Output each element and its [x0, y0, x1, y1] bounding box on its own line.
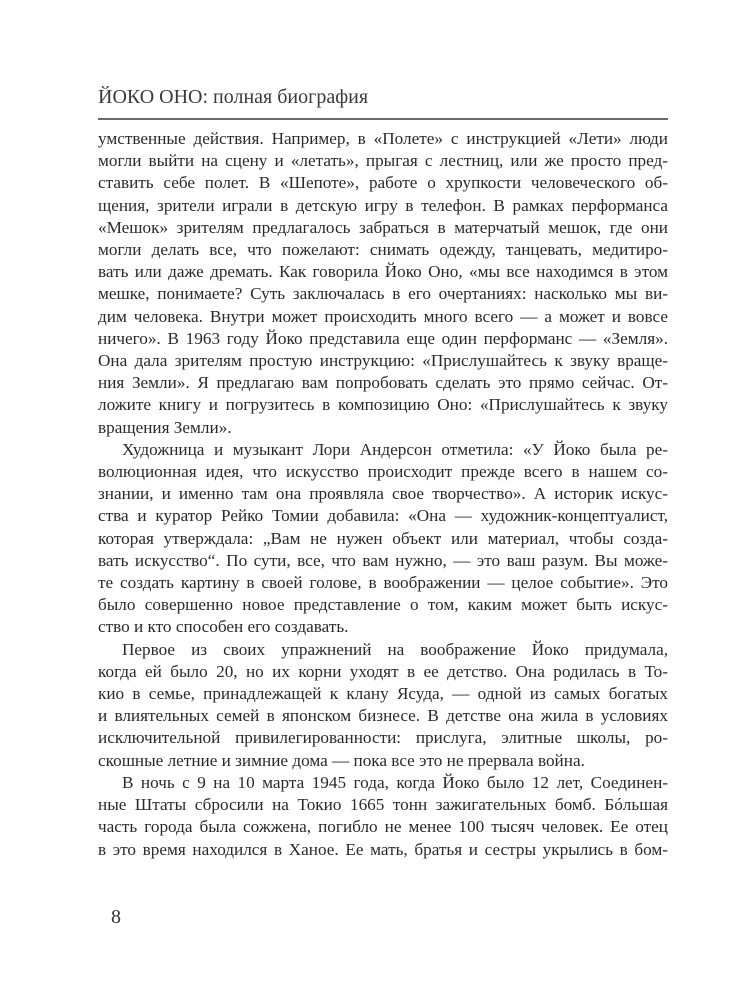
text-line: В ночь с 9 на 10 марта 1945 года, когда Йоко было 12 лет, Соединен-	[122, 772, 668, 792]
text-line: умственные действия. Например, в «Полете» с инструкцией «Лети» люди	[98, 129, 668, 148]
text-line: Первое из своих упражнений на воображение Йоко придумала,	[122, 639, 668, 659]
text-line: знании, и именно там она проявляла свое творчество». А историк искус-	[98, 484, 668, 504]
text-line: скошные летние и зимние дома — пока все это не прервала война.	[98, 750, 585, 770]
text-line: волюционная идея, что искусство происходит прежде всего в нашем со-	[98, 462, 668, 482]
text-line: ложите книгу и погрузитесь в композицию Оно: «Прислушайтесь к звуку	[98, 395, 668, 415]
text-line: дим человека. Внутри может происходить много всего — а может и вовсе	[98, 306, 668, 326]
paragraph	[98, 439, 668, 639]
text-line: ства и куратор Рейко Томии добавила: «Она — художник-концептуалист,	[98, 506, 668, 526]
text-line: вращения Земли».	[98, 417, 232, 437]
text-line: щения, зрители играли в детскую игру в телефон. В рамках перформанса	[98, 195, 668, 215]
header-divider	[98, 118, 668, 120]
text-line: вать или даже дремать. Как говорила Йоко Оно, «мы все находимся в этом	[98, 262, 668, 282]
text-line: и влиятельных семей в японском бизнесе. В детстве она жила в условиях	[98, 706, 668, 726]
running-header: ЙОКО ОНО: полная биография	[98, 86, 369, 108]
text-line: кио в семье, принадлежащей к клану Ясуда, — одной из самых богатых	[98, 684, 668, 704]
page-number: 8	[111, 906, 121, 928]
paragraph	[98, 128, 668, 439]
text-line: ставить себе полет. В «Шепоте», работе о хрупкости человеческого об-	[98, 173, 668, 193]
text-line: которая утверждала: „Вам не нужен объект или материал, чтобы созда-	[98, 528, 668, 548]
text-line: ные Штаты сбросили на Токио 1665 тонн зажигательных бомб. Бóльшая	[98, 795, 668, 815]
paragraph	[98, 639, 668, 772]
text-line: было совершенно новое представление о том, каким может быть искус-	[98, 595, 668, 615]
text-line: вать искусство“. По сути, все, что вам нужно, — это ваш разум. Вы може-	[98, 550, 668, 570]
text-line: ничего». В 1963 году Йоко представила еще один перформанс — «Земля».	[98, 328, 668, 348]
text-line: Художница и музыкант Лори Андерсон отметила: «У Йоко была ре-	[122, 439, 668, 459]
text-line: ния Земли». Я предлагаю вам попробовать сделать это прямо сейчас. От-	[98, 373, 668, 393]
text-line: исключительной привилегированности: прислуга, элитные школы, ро-	[98, 728, 668, 748]
text-line: ство и кто способен его создавать.	[98, 617, 349, 637]
text-line: «Мешок» зрителям предлагалось забраться в матерчатый мешок, где они	[98, 217, 668, 237]
text-line: когда ей было 20, но их корни уходят в ее детство. Она родилась в То-	[98, 661, 668, 681]
text-line: мешке, понимаете? Суть заключалась в его очертаниях: насколько мы ви-	[98, 284, 668, 304]
text-line: те создать картину в своей голове, в воображении — целое событие». Это	[98, 573, 668, 593]
text-line: часть города была сожжена, погибло не менее 100 тысяч человек. Ее отец	[98, 817, 668, 837]
body-text	[98, 128, 668, 861]
text-line: могли выйти на сцену и «летать», прыгая с лестниц, или же просто пред-	[98, 151, 668, 171]
text-line: в это время находился в Ханое. Ее мать, братья и сестры укрылись в бом-	[98, 839, 668, 859]
paragraph	[98, 772, 668, 861]
text-line: Она дала зрителям простую инструкцию: «Прислушайтесь к звуку враще-	[98, 351, 668, 371]
text-line: могли делать все, что пожелают: снимать одежду, танцевать, медитиро-	[98, 240, 668, 260]
